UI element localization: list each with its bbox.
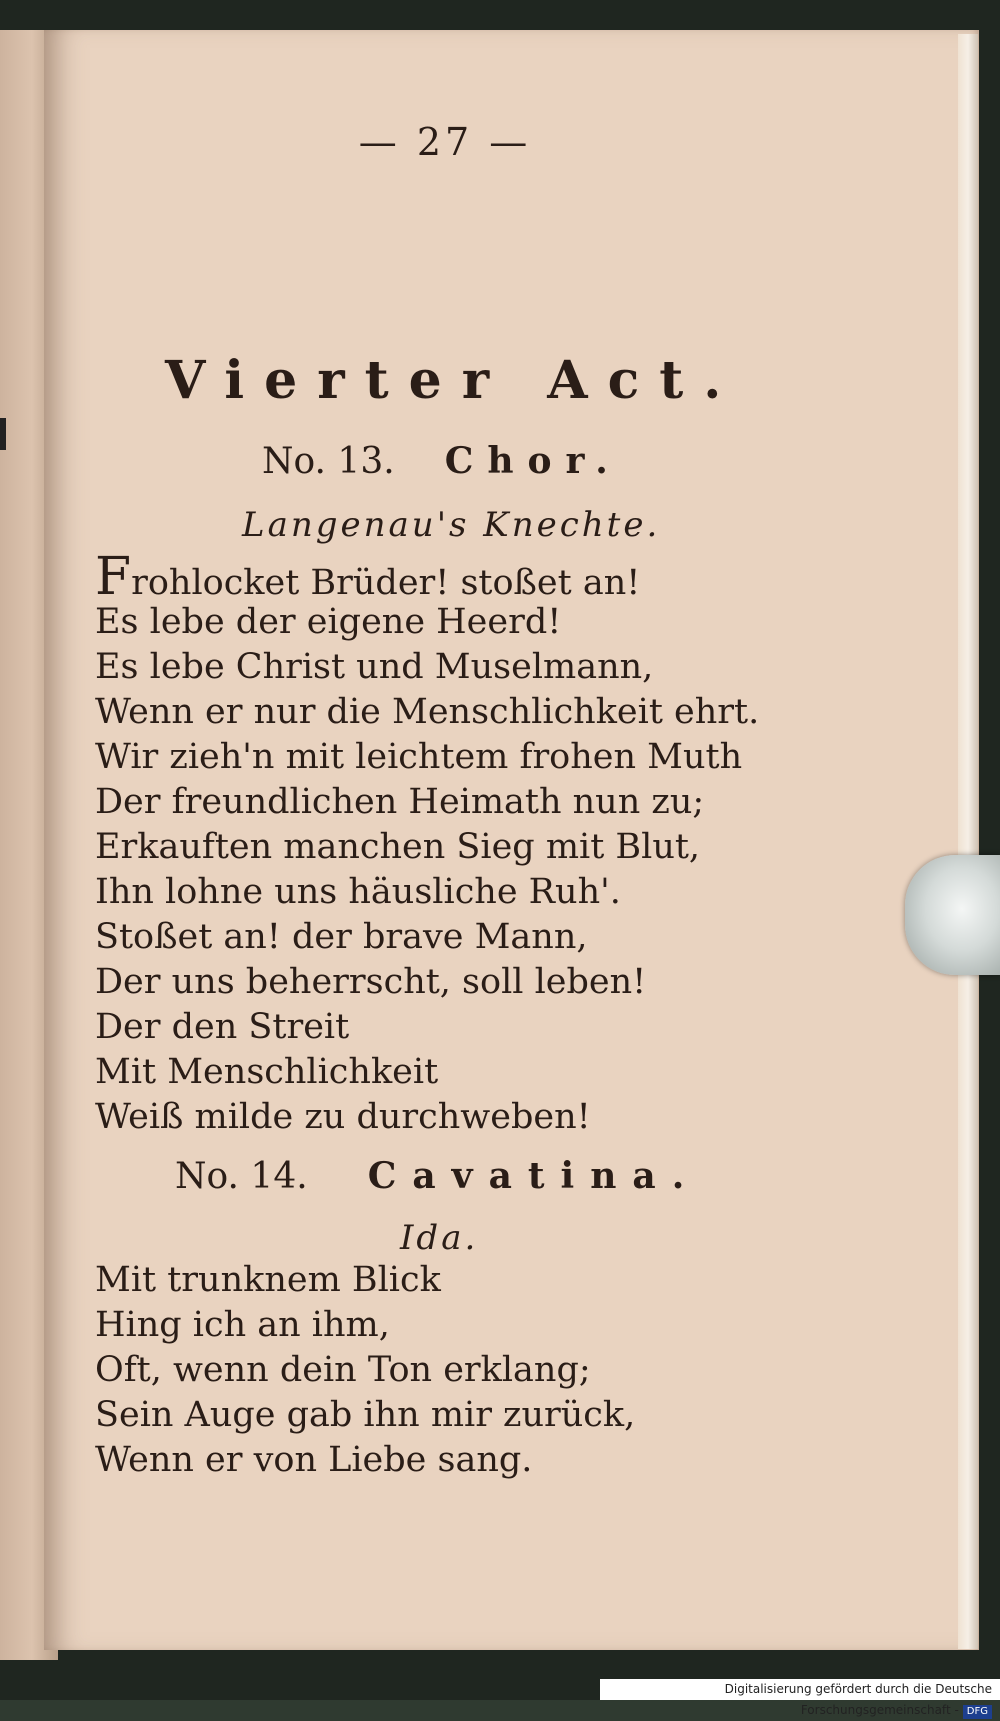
- section-number: No. 14.: [175, 1156, 308, 1197]
- page-clip: [905, 855, 1000, 975]
- section-role: Langenau's Knechte.: [242, 505, 661, 545]
- verse-line: Es lebe Christ und Muselmann,: [95, 647, 654, 687]
- verse-line: Der freundlichen Heimath nun zu;: [95, 782, 705, 822]
- verse-line: Hing ich an ihm,: [95, 1305, 390, 1345]
- verse-line: Es lebe der eigene Heerd!: [95, 602, 562, 642]
- verse-line: Oft, wenn dein Ton erklang;: [95, 1350, 591, 1390]
- verse-line: Mit Menschlichkeit: [95, 1052, 439, 1092]
- verse-line: Wir zieh'n mit leichtem frohen Muth: [95, 737, 743, 777]
- verse-line: Frohlocket Brüder! stoßet an!: [95, 547, 641, 607]
- verse-line: Ihn lohne uns häusliche Ruh'.: [95, 872, 621, 912]
- verse-line: Weiß milde zu durchweben!: [95, 1097, 591, 1137]
- verse-block: [95, 547, 760, 1140]
- facing-page-mark: [0, 418, 6, 450]
- page-number: — 27 —: [358, 120, 532, 164]
- section-role: Ida.: [400, 1218, 479, 1258]
- digitization-footer: [600, 1679, 1000, 1717]
- section-number: No. 13.: [262, 441, 395, 482]
- verse-line: Stoßet an! der brave Mann,: [95, 917, 588, 957]
- verse-line: Sein Auge gab ihn mir zurück,: [95, 1395, 636, 1435]
- page-edge: [958, 34, 978, 1649]
- footer-text: Digitalisierung gefördert durch die Deutsche Forschungsgemeinschaft -: [724, 1682, 992, 1717]
- verse-line: Der uns beherrscht, soll leben!: [95, 962, 647, 1002]
- section-kind: Chor.: [444, 440, 622, 482]
- verse-line: Erkauften manchen Sieg mit Blut,: [95, 827, 701, 867]
- verse-block: [95, 1258, 635, 1483]
- verse-line: Der den Streit: [95, 1007, 350, 1047]
- section-kind: Cavatina.: [367, 1155, 701, 1197]
- verse-line: Mit trunknem Blick: [95, 1260, 441, 1300]
- act-title: Vierter Act.: [165, 350, 742, 411]
- verse-line: Wenn er von Liebe sang.: [95, 1440, 533, 1480]
- verse-line: Wenn er nur die Menschlichkeit ehrt.: [95, 692, 760, 732]
- section-heading: [175, 1155, 700, 1197]
- dfg-logo-badge: DFG: [963, 1705, 992, 1719]
- section-heading: [262, 440, 622, 482]
